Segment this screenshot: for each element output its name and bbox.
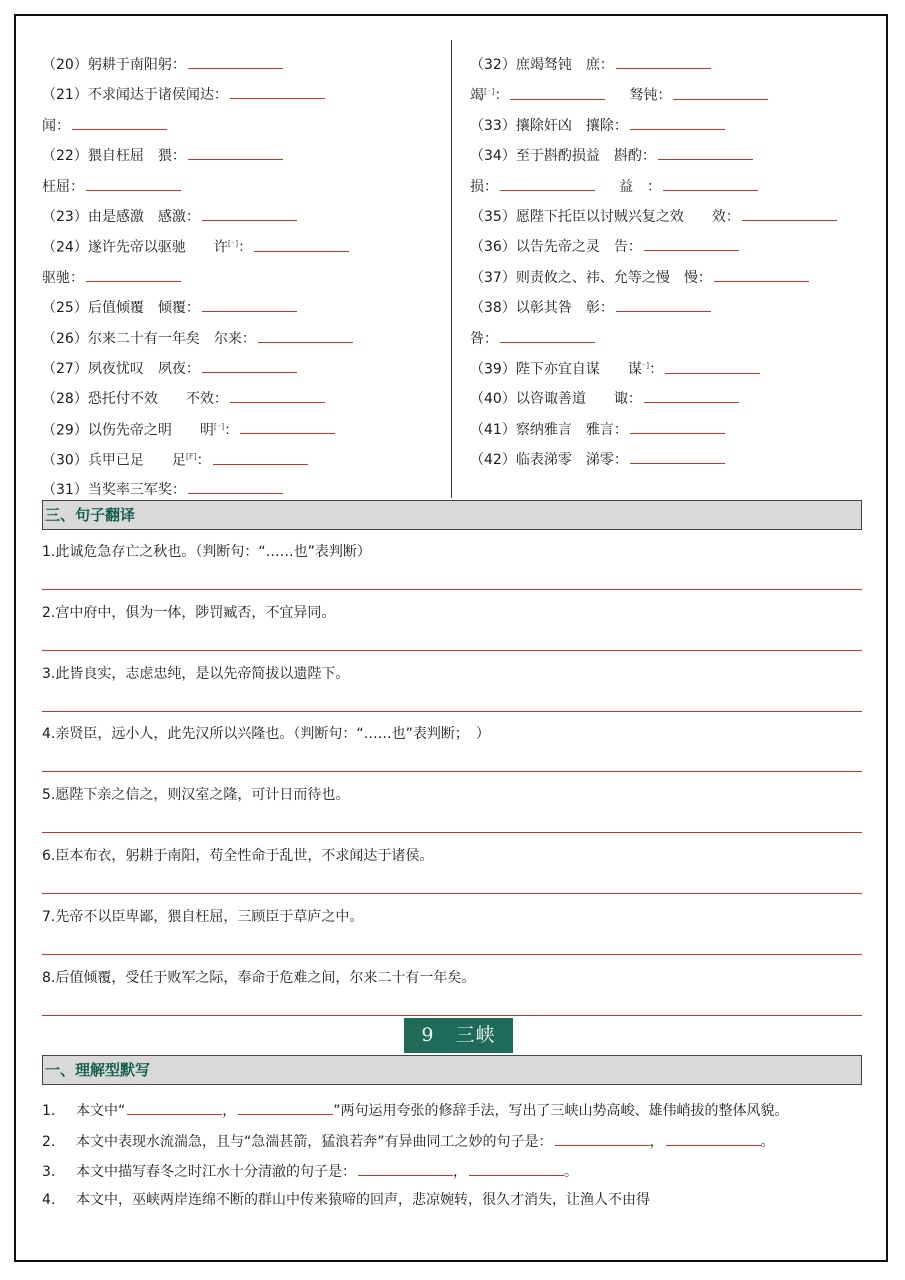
item-number: 4. [42, 1191, 56, 1208]
answer-blank[interactable] [127, 1096, 222, 1115]
answer-blank[interactable] [188, 475, 283, 494]
vocab-prompt: 竭 [470, 88, 484, 105]
answer-line[interactable] [42, 650, 862, 651]
item-text: 本文中，巫峡两岸连绵不断的群山中传来猿啼的回声，悲凉婉转，很久才消失，让渔人不由得 [76, 1191, 650, 1208]
vocab-column-left [42, 50, 442, 506]
sentence-text: 6.臣本布衣，躬耕于南阳，苟全性命于乱世，不求闻达于诸侯。 [42, 848, 434, 864]
vocab-prompt: （41）察纳雅言 雅言： [470, 421, 628, 438]
answer-blank[interactable] [555, 1127, 650, 1146]
answer-line[interactable] [42, 832, 862, 833]
vocab-item [42, 50, 442, 80]
vocab-item [42, 232, 442, 262]
footnote-mark: [F] [185, 452, 197, 462]
translation-item [42, 722, 862, 746]
vocab-prompt: （25）后值倾覆 倾覆： [42, 300, 200, 317]
vocab-prompt: （34）至于斟酌损益 斟酌： [470, 148, 656, 165]
vocab-item [42, 445, 442, 475]
answer-blank[interactable] [202, 354, 297, 373]
vocab-prompt: （38）以彰其咎 彰： [470, 300, 614, 317]
column-divider [451, 40, 452, 498]
section-heading-dictation: 一、理解型默写 [42, 1055, 862, 1085]
answer-blank[interactable] [616, 293, 711, 312]
vocab-item [470, 50, 870, 80]
answer-blank[interactable] [666, 1127, 761, 1146]
dictation-item [42, 1157, 872, 1181]
vocab-prompt: （20）躬耕于南阳躬： [42, 57, 186, 73]
vocab-item [42, 415, 442, 445]
answer-blank[interactable] [238, 1096, 333, 1115]
vocab-prompt: （24）遂许先帝以驱驰 许 [42, 240, 228, 256]
answer-blank[interactable] [230, 80, 325, 99]
vocab-prompt: （22）猥自枉屈 猥： [42, 148, 186, 165]
answer-line[interactable] [42, 771, 862, 772]
translation-item [42, 905, 862, 929]
vocab-column-right [470, 50, 870, 475]
vocab-prompt: （36）以告先帝之灵 告： [470, 239, 642, 256]
answer-blank[interactable] [630, 445, 725, 464]
vocab-item [42, 202, 442, 232]
vocab-item [42, 324, 442, 354]
item-text-before: 本文中描写春冬之时江水十分清澈的句子是： [76, 1164, 356, 1180]
answer-blank[interactable] [254, 233, 349, 252]
sentence-text: 2.宫中府中，俱为一体，陟罚臧否，不宜异同。 [42, 604, 336, 621]
vocab-item [470, 141, 870, 171]
translation-item [42, 601, 862, 625]
vocab-prompt: （37）则责攸之、祎、允等之慢 慢： [470, 269, 712, 286]
answer-blank[interactable] [644, 232, 739, 251]
vocab-item [42, 263, 442, 293]
lesson-name: 三峡 [455, 1024, 496, 1046]
answer-blank[interactable] [510, 81, 605, 100]
vocab-colon: ： [649, 361, 664, 378]
item-number: 2. [42, 1133, 56, 1150]
answer-line[interactable] [42, 893, 862, 894]
section-heading-translation: 三、句子翻译 [42, 500, 862, 530]
vocab-item [42, 384, 442, 414]
vocab-item [470, 415, 870, 445]
answer-blank[interactable] [202, 202, 297, 221]
footnote-mark: ⁻] [641, 360, 650, 370]
sentence-text: 8.后值倾覆，受任于败军之际，奉命于危难之间，尔来二十有一年矣。 [42, 969, 476, 986]
answer-blank[interactable] [500, 324, 595, 343]
answer-line[interactable] [42, 1015, 862, 1016]
vocab-prompt: 闻： [42, 117, 70, 134]
vocab-prompt: （30）兵甲已足 足 [42, 452, 186, 469]
sentence-text: 5.愿陛下亲之信之，则汉室之隆，可计日而待也。 [42, 787, 350, 804]
answer-blank[interactable] [658, 141, 753, 160]
item-text-mid: ， [649, 1133, 664, 1150]
answer-blank[interactable] [644, 384, 739, 403]
answer-line[interactable] [42, 711, 862, 712]
vocab-prompt: （31）当奖率三军奖： [42, 482, 186, 499]
dictation-item [42, 1096, 872, 1120]
vocab-item [470, 293, 870, 323]
answer-blank[interactable] [230, 384, 325, 403]
vocab-prompt: 驱驰： [42, 269, 84, 286]
item-text-after: 。 [564, 1164, 578, 1180]
answer-blank[interactable] [188, 50, 283, 69]
vocab-item [42, 80, 442, 110]
item-number: 3. [42, 1164, 56, 1180]
vocab-colon: ： [238, 240, 253, 256]
item-text-mid: ， [453, 1164, 467, 1180]
answer-line[interactable] [42, 589, 862, 590]
translation-item [42, 966, 862, 990]
vocab-prompt: （42）临表涕零 涕零： [470, 452, 628, 469]
footnote-mark: [⁻] [227, 239, 239, 249]
vocab-prompt: （35）愿陛下托臣以讨贼兴复之效 效： [470, 208, 740, 225]
answer-blank[interactable] [258, 324, 353, 343]
answer-blank[interactable] [202, 293, 297, 312]
dictation-item [42, 1188, 872, 1212]
translation-item [42, 662, 862, 686]
answer-blank[interactable] [240, 415, 335, 434]
answer-blank[interactable] [358, 1157, 453, 1176]
vocab-item [470, 111, 870, 141]
answer-blank[interactable] [742, 202, 837, 221]
vocab-prompt: （40）以咨诹善道 诹： [470, 391, 642, 408]
answer-blank[interactable] [630, 111, 725, 130]
answer-blank[interactable] [86, 263, 181, 282]
vocab-item [470, 324, 870, 354]
answer-blank[interactable] [630, 415, 725, 434]
vocab-item [42, 354, 442, 384]
translation-item [42, 540, 862, 564]
vocab-prompt: 咎： [470, 330, 498, 347]
lesson-title-badge [404, 1018, 513, 1053]
answer-blank[interactable] [213, 446, 308, 465]
footnote-mark: [⁻] [213, 421, 225, 431]
vocab-item [42, 111, 442, 141]
answer-blank[interactable] [663, 172, 758, 191]
vocab-prompt: 损： [470, 178, 498, 195]
answer-blank[interactable] [616, 50, 711, 69]
answer-blank[interactable] [188, 141, 283, 160]
vocab-prompt: （29）以伤先帝之明 明 [42, 422, 214, 439]
answer-blank[interactable] [72, 111, 167, 130]
footnote-mark: [⁻] [484, 87, 495, 97]
vocab-prompt: （21）不求闻达于诸侯闻达： [42, 87, 228, 104]
sentence-text: 3.此皆良实，志虑忠纯，是以先帝简拔以遗陛下。 [42, 665, 350, 682]
vocab-prompt: 枉屈： [42, 178, 84, 195]
vocab-prompt: （39）陛下亦宜自谋 谋 [470, 361, 642, 378]
sentence-text: 1.此诚危急存亡之秋也。（判断句：“……也”表判断） [42, 544, 371, 560]
vocab-item [42, 293, 442, 323]
answer-blank[interactable] [469, 1157, 564, 1176]
translation-item [42, 783, 862, 807]
item-text-mid: ， [222, 1103, 237, 1119]
vocab-colon: ： [196, 452, 211, 469]
vocab-colon: ： [224, 422, 239, 439]
vocab-prompt: （23）由是感激 感激： [42, 208, 200, 225]
vocab-prompt-second: 益 ： [619, 178, 661, 195]
item-text-after: 。 [760, 1133, 775, 1150]
vocab-prompt: （27）夙夜忧叹 夙夜： [42, 360, 200, 377]
vocab-colon: ： [494, 88, 509, 105]
answer-blank[interactable] [714, 263, 809, 282]
vocab-item [470, 445, 870, 475]
vocab-prompt: （28）恐托付不效 不效： [42, 391, 228, 408]
translation-item [42, 844, 862, 868]
item-text-before: 本文中“ [76, 1103, 126, 1119]
item-text-before: 本文中表现水流湍急，且与“急湍甚箭，猛浪若奔”有异曲同工之妙的句子是： [76, 1133, 553, 1150]
vocab-item [470, 384, 870, 414]
vocab-item [42, 141, 442, 171]
vocab-prompt-second: 驽钝： [629, 88, 672, 105]
vocab-item [470, 80, 870, 110]
answer-line[interactable] [42, 954, 862, 955]
lesson-number: 9 [421, 1024, 435, 1046]
answer-blank[interactable] [500, 172, 595, 191]
dictation-item [42, 1127, 872, 1151]
vocab-prompt: （33）攘除奸凶 攘除： [470, 117, 628, 134]
vocab-item [470, 232, 870, 262]
sentence-text: 4.亲贤臣，远小人，此先汉所以兴隆也。（判断句：“……也”表判断； ） [42, 726, 490, 743]
vocab-item [470, 354, 870, 384]
vocab-prompt: （26）尔来二十有一年矣 尔来： [42, 330, 256, 347]
answer-blank[interactable] [86, 172, 181, 191]
vocab-item [470, 263, 870, 293]
sentence-text: 7.先帝不以臣卑鄙，猥自枉屈，三顾臣于草庐之中。 [42, 908, 364, 925]
answer-blank[interactable] [673, 81, 768, 100]
item-number: 1. [42, 1103, 56, 1119]
vocab-prompt: （32）庶竭驽钝 庶： [470, 57, 614, 73]
item-text-after: ”两句运用夸张的修辞手法，写出了三峡山势高峻、雄伟峭拔的整体风貌。 [333, 1103, 789, 1119]
vocab-item [42, 172, 442, 202]
answer-blank[interactable] [665, 355, 760, 374]
vocab-item [470, 202, 870, 232]
vocab-item [470, 172, 870, 202]
